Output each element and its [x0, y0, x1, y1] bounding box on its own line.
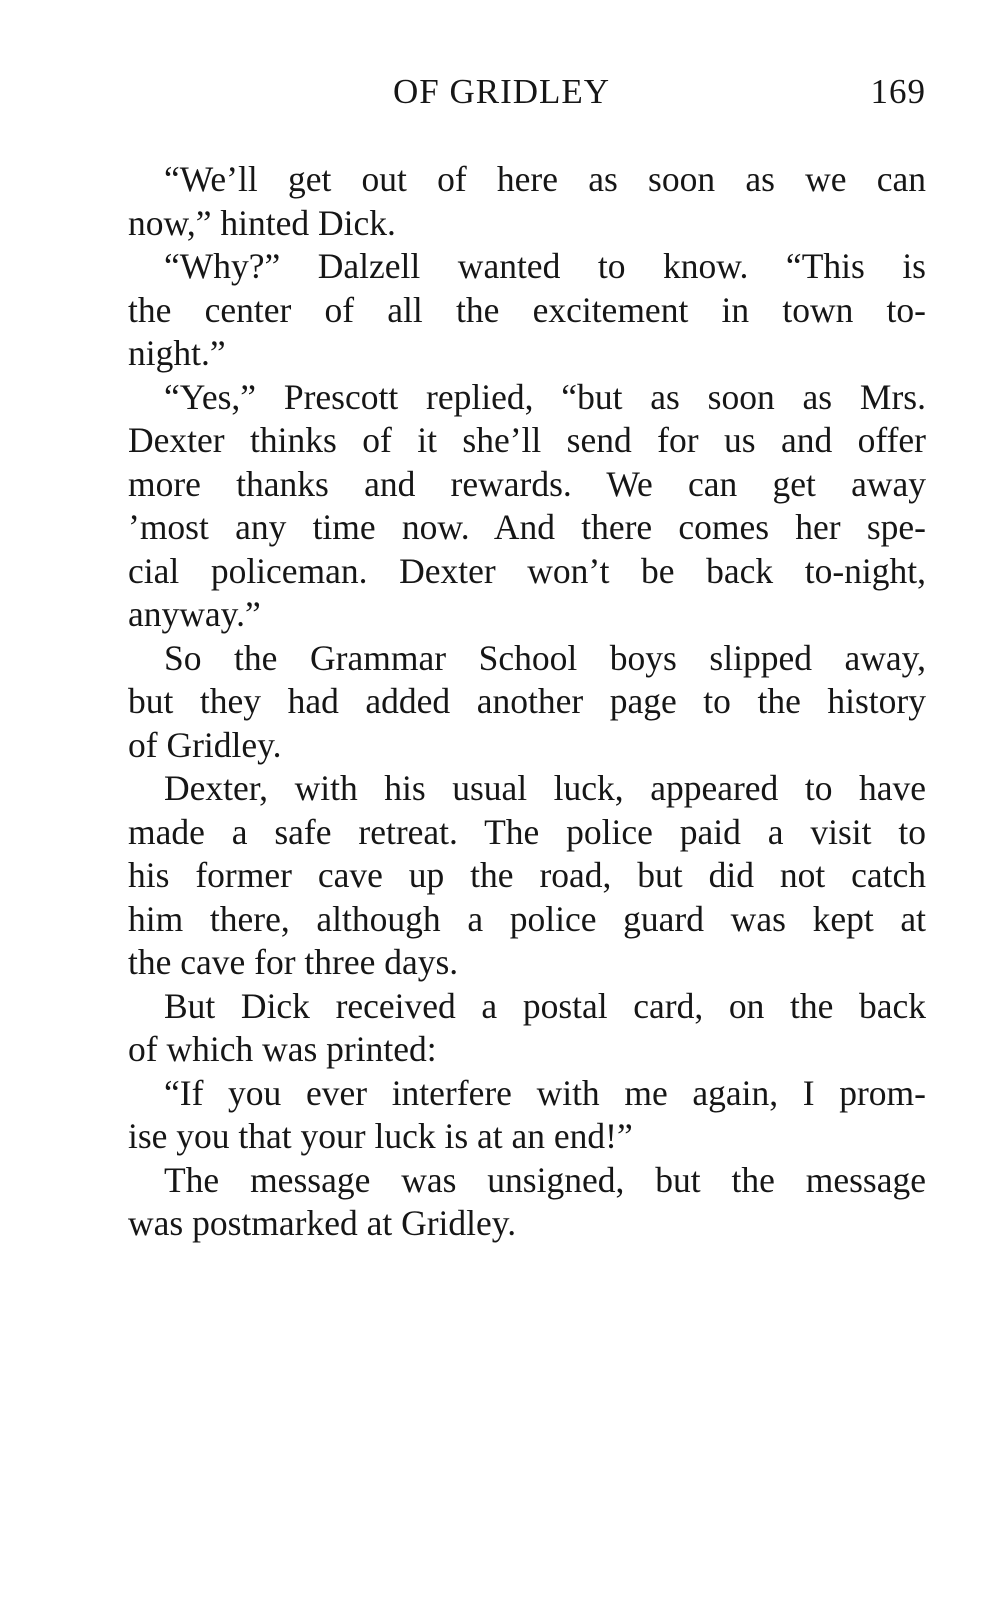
- body-text: [128, 158, 926, 1246]
- text-line: night.”: [128, 333, 226, 373]
- text-line: made a safe retreat. The police paid a visit to: [128, 811, 926, 852]
- text-line: the center of all the excitement in town to-: [128, 289, 926, 330]
- book-page: [128, 66, 926, 1246]
- paragraph: [128, 985, 926, 1072]
- text-line: The message was unsigned, but the message: [164, 1159, 926, 1200]
- paragraph: [128, 376, 926, 637]
- text-line: more thanks and rewards. We can get away: [128, 463, 926, 504]
- text-line: of Gridley.: [128, 724, 282, 765]
- paragraph: [128, 158, 926, 245]
- text-line: cial policeman. Dexter won’t be back to-night,: [128, 550, 926, 591]
- text-line: But Dick received a postal card, on the back: [164, 985, 926, 1026]
- text-line: was postmarked at Gridley.: [128, 1203, 517, 1243]
- text-line: ise you that your luck is at an end!”: [128, 1116, 633, 1156]
- text-line: his former cave up the road, but did not catch: [128, 855, 926, 895]
- text-line: Dexter thinks of it she’ll send for us and offer: [128, 420, 926, 460]
- text-line: him there, although a police guard was kept at: [128, 898, 926, 939]
- paragraph: [128, 1159, 926, 1246]
- paragraph: [128, 1072, 926, 1159]
- paragraph: [128, 637, 926, 768]
- page-number: 169: [870, 72, 926, 111]
- running-title: OF GRIDLEY: [393, 72, 611, 111]
- text-line: “If you ever interfere with me again, I prom-: [164, 1072, 926, 1113]
- text-line: anyway.”: [128, 594, 261, 634]
- running-head: [128, 66, 926, 118]
- text-line: “We’ll get out of here as soon as we can: [164, 159, 926, 199]
- text-line: the cave for three days.: [128, 942, 459, 982]
- text-line: of which was printed:: [128, 1029, 437, 1069]
- text-line: now,” hinted Dick.: [128, 202, 396, 243]
- text-line: “Yes,” Prescott replied, “but as soon as Mrs.: [164, 376, 926, 417]
- text-line: Dexter, with his usual luck, appeared to have: [164, 768, 926, 808]
- paragraph: [128, 767, 926, 985]
- text-line: ’most any time now. And there comes her spe-: [128, 507, 926, 547]
- paragraph: [128, 245, 926, 376]
- text-line: but they had added another page to the history: [128, 681, 926, 721]
- text-line: “Why?” Dalzell wanted to know. “This is: [164, 246, 926, 286]
- text-line: So the Grammar School boys slipped away,: [164, 637, 926, 678]
